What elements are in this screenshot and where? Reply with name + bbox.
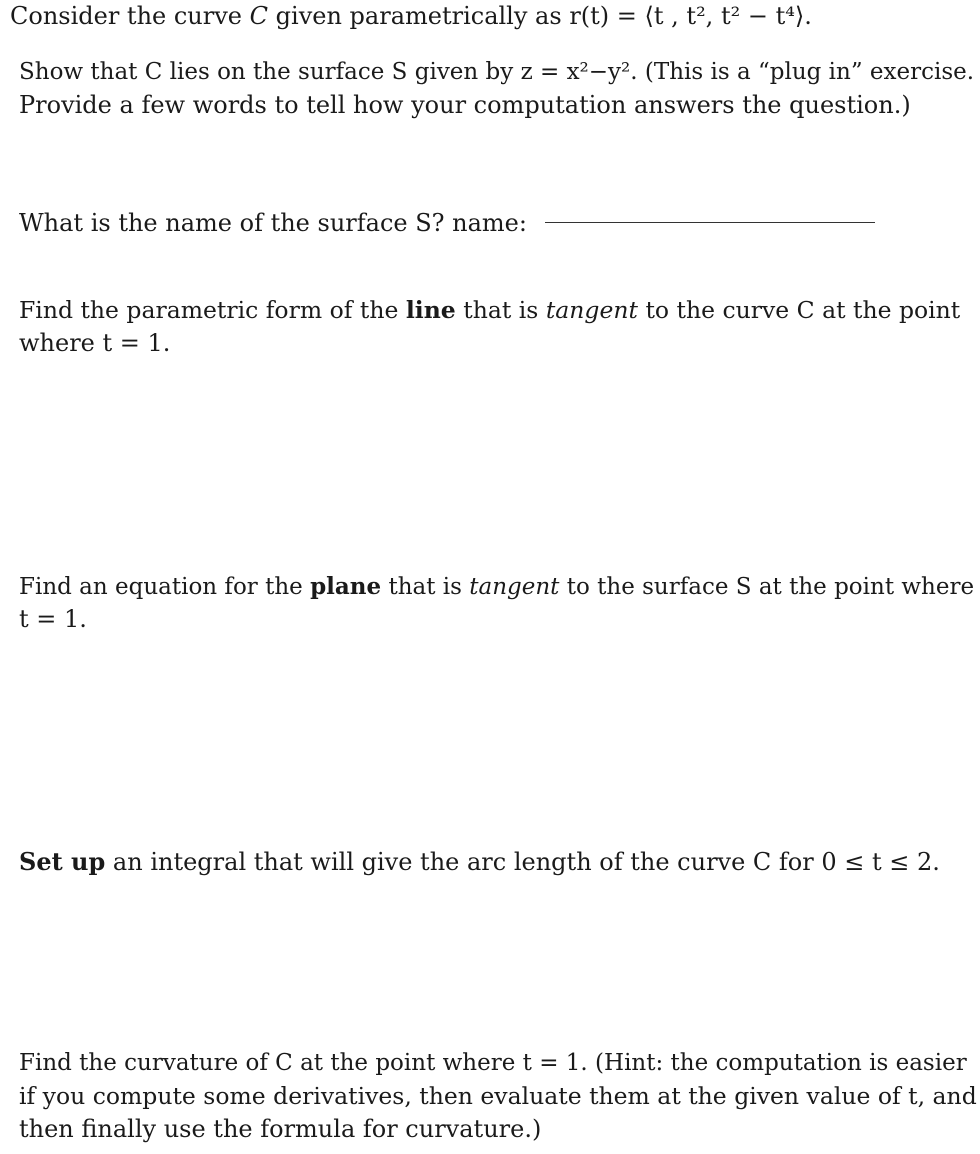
question-6-text-2: if you compute some derivatives, then evaluate them at the given value of t, and: [19, 1082, 977, 1110]
question-3-bold-line: line: [405, 296, 456, 324]
answer-blank-line[interactable]: [545, 221, 875, 223]
question-3-text-a: Find the parametric form of the: [19, 296, 399, 324]
question-1-text-2: Provide a few words to tell how your computation answers the question.): [19, 91, 911, 119]
question-3-text-2: where t = 1.: [19, 329, 171, 357]
question-1-text-1: Show that C lies on the surface S given by z = x²−y². (This is a “plug in” exercise.: [19, 59, 975, 85]
question-marker: [0, 845, 1, 878]
question-4-line-1: [19, 570, 974, 604]
question-4-text-c: that is: [388, 574, 462, 600]
question-marker: [0, 294, 1, 327]
question-2-line-1: [19, 207, 875, 240]
question-3-text-c: that is: [463, 296, 539, 324]
intro-text-a: Consider the curve: [10, 2, 242, 30]
question-5-bold-setup: Set up: [19, 847, 106, 876]
question-3-text-e: to the curve C at the point: [645, 296, 961, 324]
intro-text-b: given parametrically as: [275, 2, 562, 30]
question-3-line-2: [19, 327, 170, 360]
question-5-text-b: an integral that will give the arc length of the curve C for 0 ≤ t ≤ 2.: [112, 848, 940, 876]
question-6-line-3: [19, 1113, 541, 1146]
question-4-line-2: [19, 603, 87, 636]
intro-text-c: .: [804, 2, 812, 30]
question-4-text-a: Find an equation for the: [19, 574, 303, 600]
question-6-text-3: then finally use the formula for curvature.): [19, 1115, 542, 1143]
curve-symbol: C: [249, 2, 269, 30]
question-3-line-1: [19, 294, 960, 327]
question-marker: [0, 207, 1, 240]
question-3-italic-tangent: tangent: [545, 296, 638, 324]
question-1-line-2: [19, 89, 911, 122]
question-4-italic-tangent: tangent: [469, 574, 560, 600]
question-6-line-2: [19, 1080, 977, 1113]
question-marker: [0, 56, 1, 89]
question-4-text-2: t = 1.: [19, 605, 87, 633]
intro-line: [10, 0, 812, 33]
question-6-line-1: [19, 1047, 967, 1080]
question-4-bold-plane: plane: [310, 573, 382, 600]
question-2-text-1: What is the name of the surface S? name:: [19, 209, 527, 237]
question-1-line-1: [19, 56, 974, 89]
question-6-text-1: Find the curvature of C at the point where t = 1. (Hint: the computation is easier: [19, 1050, 967, 1076]
question-5-line-1: [19, 845, 940, 879]
question-4-text-e: to the surface S at the point where: [566, 574, 975, 600]
curve-formula: r(t) = ⟨t , t², t² − t⁴⟩: [569, 2, 805, 30]
question-marker: [0, 570, 1, 603]
question-marker: [0, 1047, 1, 1080]
